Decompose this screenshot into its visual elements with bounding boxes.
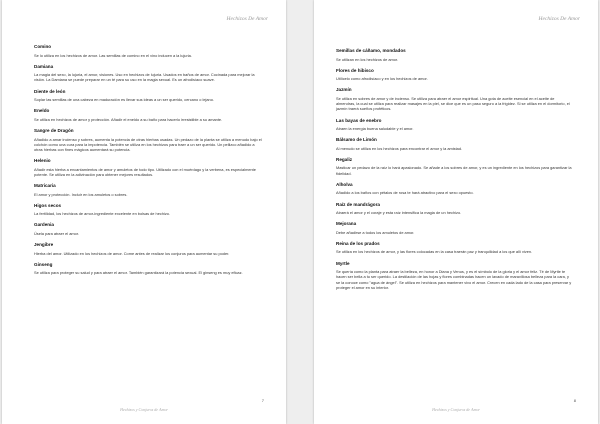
entry-text: La fertilidad, los hechizos de amor-ingrediente excelente en bolsas de hechizo. bbox=[34, 211, 171, 217]
entry-title: Jazmín bbox=[336, 87, 352, 93]
entry-text: Soplar las semillas de una cabeza en maduración es llevar sus ideas a un ser querido, cercano o lejano. bbox=[34, 97, 214, 103]
page-body bbox=[34, 44, 264, 282]
entry-text: Se utiliza en hechizos de amor y protección. Añadir el eneldo a su baño para hacerlo irresistible a su amante. bbox=[34, 116, 223, 122]
entry-title: Raíz de mandrágora bbox=[336, 201, 380, 207]
entry bbox=[34, 128, 264, 152]
page-number: 7 bbox=[261, 398, 264, 403]
page-header-title: Hechizos De Amor bbox=[226, 16, 268, 22]
entry-title: Gardenia bbox=[34, 222, 54, 228]
entry-text: Al menudo se utiliza en los hechizos para encontrar el amor y la amistad. bbox=[336, 145, 463, 151]
entry-title: Ginseng bbox=[34, 261, 53, 267]
entry-text: Se utiliza para proteger su salud y para atraer el amor. También garantizará la potencia sexual. El ginseng es muy eficaz. bbox=[34, 270, 243, 276]
entry bbox=[34, 158, 264, 177]
entry-title: Matricaria bbox=[34, 183, 56, 189]
entry bbox=[34, 44, 264, 58]
entry-title: Higos secos bbox=[34, 202, 62, 208]
entry-text: Añadido a los baños con pétalos de rosa te hará atractivo para el sexo opuesto. bbox=[336, 190, 474, 196]
page-header-title: Hechizos De Amor bbox=[538, 16, 580, 22]
entry-title: Regaliz bbox=[336, 156, 353, 162]
page-footer: Hechizos y Conjuros de Amor bbox=[432, 407, 480, 412]
entry-title: Comino bbox=[34, 44, 52, 49]
entry-text: Se lo utiliza en los hechizos de amor. Las semillas de comino en el vino inducen a la lujuria. bbox=[34, 52, 192, 58]
entry bbox=[34, 242, 264, 256]
entry-text: Se utiliza en sobres de amor y de incienso. Se utiliza para atraer el amor espiritual. Una gota de aceite esencial en el aceite de almendras, la cual se utiliza para realizar masajes en la piel, se dice que es un paso seguro a la frigidez. Si se utiliza en el dormitorio, el jazmín traerá sueños proféticos. bbox=[336, 95, 570, 112]
entry-title: Eneldo bbox=[34, 108, 50, 114]
entry bbox=[34, 203, 264, 217]
entry bbox=[336, 48, 574, 62]
entry bbox=[34, 222, 264, 236]
entry-title: Jengibre bbox=[34, 242, 54, 248]
entry-title: Mejorana bbox=[336, 221, 357, 227]
left-page bbox=[2, 0, 286, 424]
entry bbox=[336, 157, 574, 176]
entry-title: Myrtle bbox=[336, 260, 350, 266]
entry bbox=[336, 202, 574, 216]
entry-title: Helenio bbox=[34, 158, 51, 164]
entry-text: Atraerá el amor y el coraje y esta raíz intensifica la magia de un hechizo. bbox=[336, 210, 462, 216]
entry bbox=[336, 221, 574, 235]
entry bbox=[34, 183, 264, 197]
page-footer: Hechizos y Conjuros de Amor bbox=[120, 407, 168, 412]
entry-text: El amor y protección. Incluir en los amuletos o sobres. bbox=[34, 191, 128, 197]
entry bbox=[336, 137, 574, 151]
entry-text: Utilícelo como afrodisíaco y en los hechizos de amor. bbox=[336, 76, 428, 82]
entry-text: Añadido a amar incienso y sobres, aumenta la potencia de otras hierbas usadas. Un pedazo de la planta se utiliza a menudo bajo el colchón como una cura para la impotencia. También se utiliza en los hechizos para traer a un ser querido. Un pellizco añadido a otras hierbas con fines mágicos aumentará su potencia. bbox=[34, 136, 262, 152]
entry-title: Flores de hibisco bbox=[336, 67, 374, 73]
entry bbox=[34, 262, 264, 276]
entry-title: Semillas de cáñamo, mondados bbox=[336, 48, 406, 53]
entry-text: Añadir esta hierba a encantamientos de amor y amuletos de todo tipo. Utilizado con el muérdago y la verbena, es especialmente potente. Se utiliza en la adivinación para obtener mejores resultados. bbox=[34, 166, 256, 177]
entry-text: Debe añadirse a todos los amuletos de amor. bbox=[336, 229, 415, 235]
entry bbox=[336, 118, 574, 132]
entry-text: Hierba del amor. Utilizado en los hechizos de amor. Come antes de realizar los conjuros para aumentar su poder. bbox=[34, 250, 230, 256]
entry bbox=[336, 241, 574, 255]
entry-title: Reina de los prados bbox=[336, 240, 380, 246]
entry-text: Se utilizan en los hechizos de amor. bbox=[336, 56, 399, 62]
entry-title: Las bayas de enebro bbox=[336, 117, 382, 123]
entry-title: Alholva bbox=[336, 181, 353, 187]
entry-text: Atraen la energía buena saludable y el amor. bbox=[336, 126, 414, 132]
entry bbox=[34, 89, 264, 103]
entry-title: Diente de león bbox=[34, 88, 66, 94]
page-body bbox=[336, 48, 574, 296]
entry bbox=[336, 261, 574, 290]
entry-text: Se utiliza en los hechizos de amor, y las flores colocadas en la casa traerán paz y tranquilidad a los que allí viven. bbox=[336, 249, 533, 255]
entry-text: La magia del sexo, la lujuria, el amor, visiones. Uso en hechizos de lujuria. Usados en baños de amor. Cocinada para mejorar la visión. La Damiana se puede preparar en un té para su uso en la magia sexual. Es un afrodisíaco suave. bbox=[34, 72, 255, 83]
entry bbox=[34, 64, 264, 83]
entry-text: Úsela para atraer el amor. bbox=[34, 230, 79, 236]
page-number: 8 bbox=[573, 398, 576, 403]
entry bbox=[336, 68, 574, 82]
entry-title: Sangre de Dragón bbox=[34, 128, 74, 134]
entry-title: Bálsamo de Limón bbox=[336, 137, 377, 143]
entry bbox=[34, 108, 264, 122]
entry-text: Masticar un pedazo de la raíz lo hará apasionado. Se añade a los sobres de amor, y es un ingrediente en los hechizos para garantizar la fidelidad. bbox=[336, 165, 572, 176]
entry-text: Se quería como la planta para atraer la belleza, en honor a Diana y Venus, y es el símbolo de la gloria y el amor feliz. Té de Myrtle te hacen ser bella a tu ser querido. La destilación de las hojas y flores combinadas hacen un lavado de maravillosa belleza para la cara, y se la conoce como "agua de ángel". Se utiliza en hechizos para mantener vivo el amor. Crecen en cada lado de la casa para preservar y proteger el amor en su interior. bbox=[336, 269, 572, 290]
right-page bbox=[314, 0, 598, 424]
entry bbox=[336, 87, 574, 111]
entry bbox=[336, 182, 574, 196]
entry-title: Damiana bbox=[34, 63, 54, 69]
